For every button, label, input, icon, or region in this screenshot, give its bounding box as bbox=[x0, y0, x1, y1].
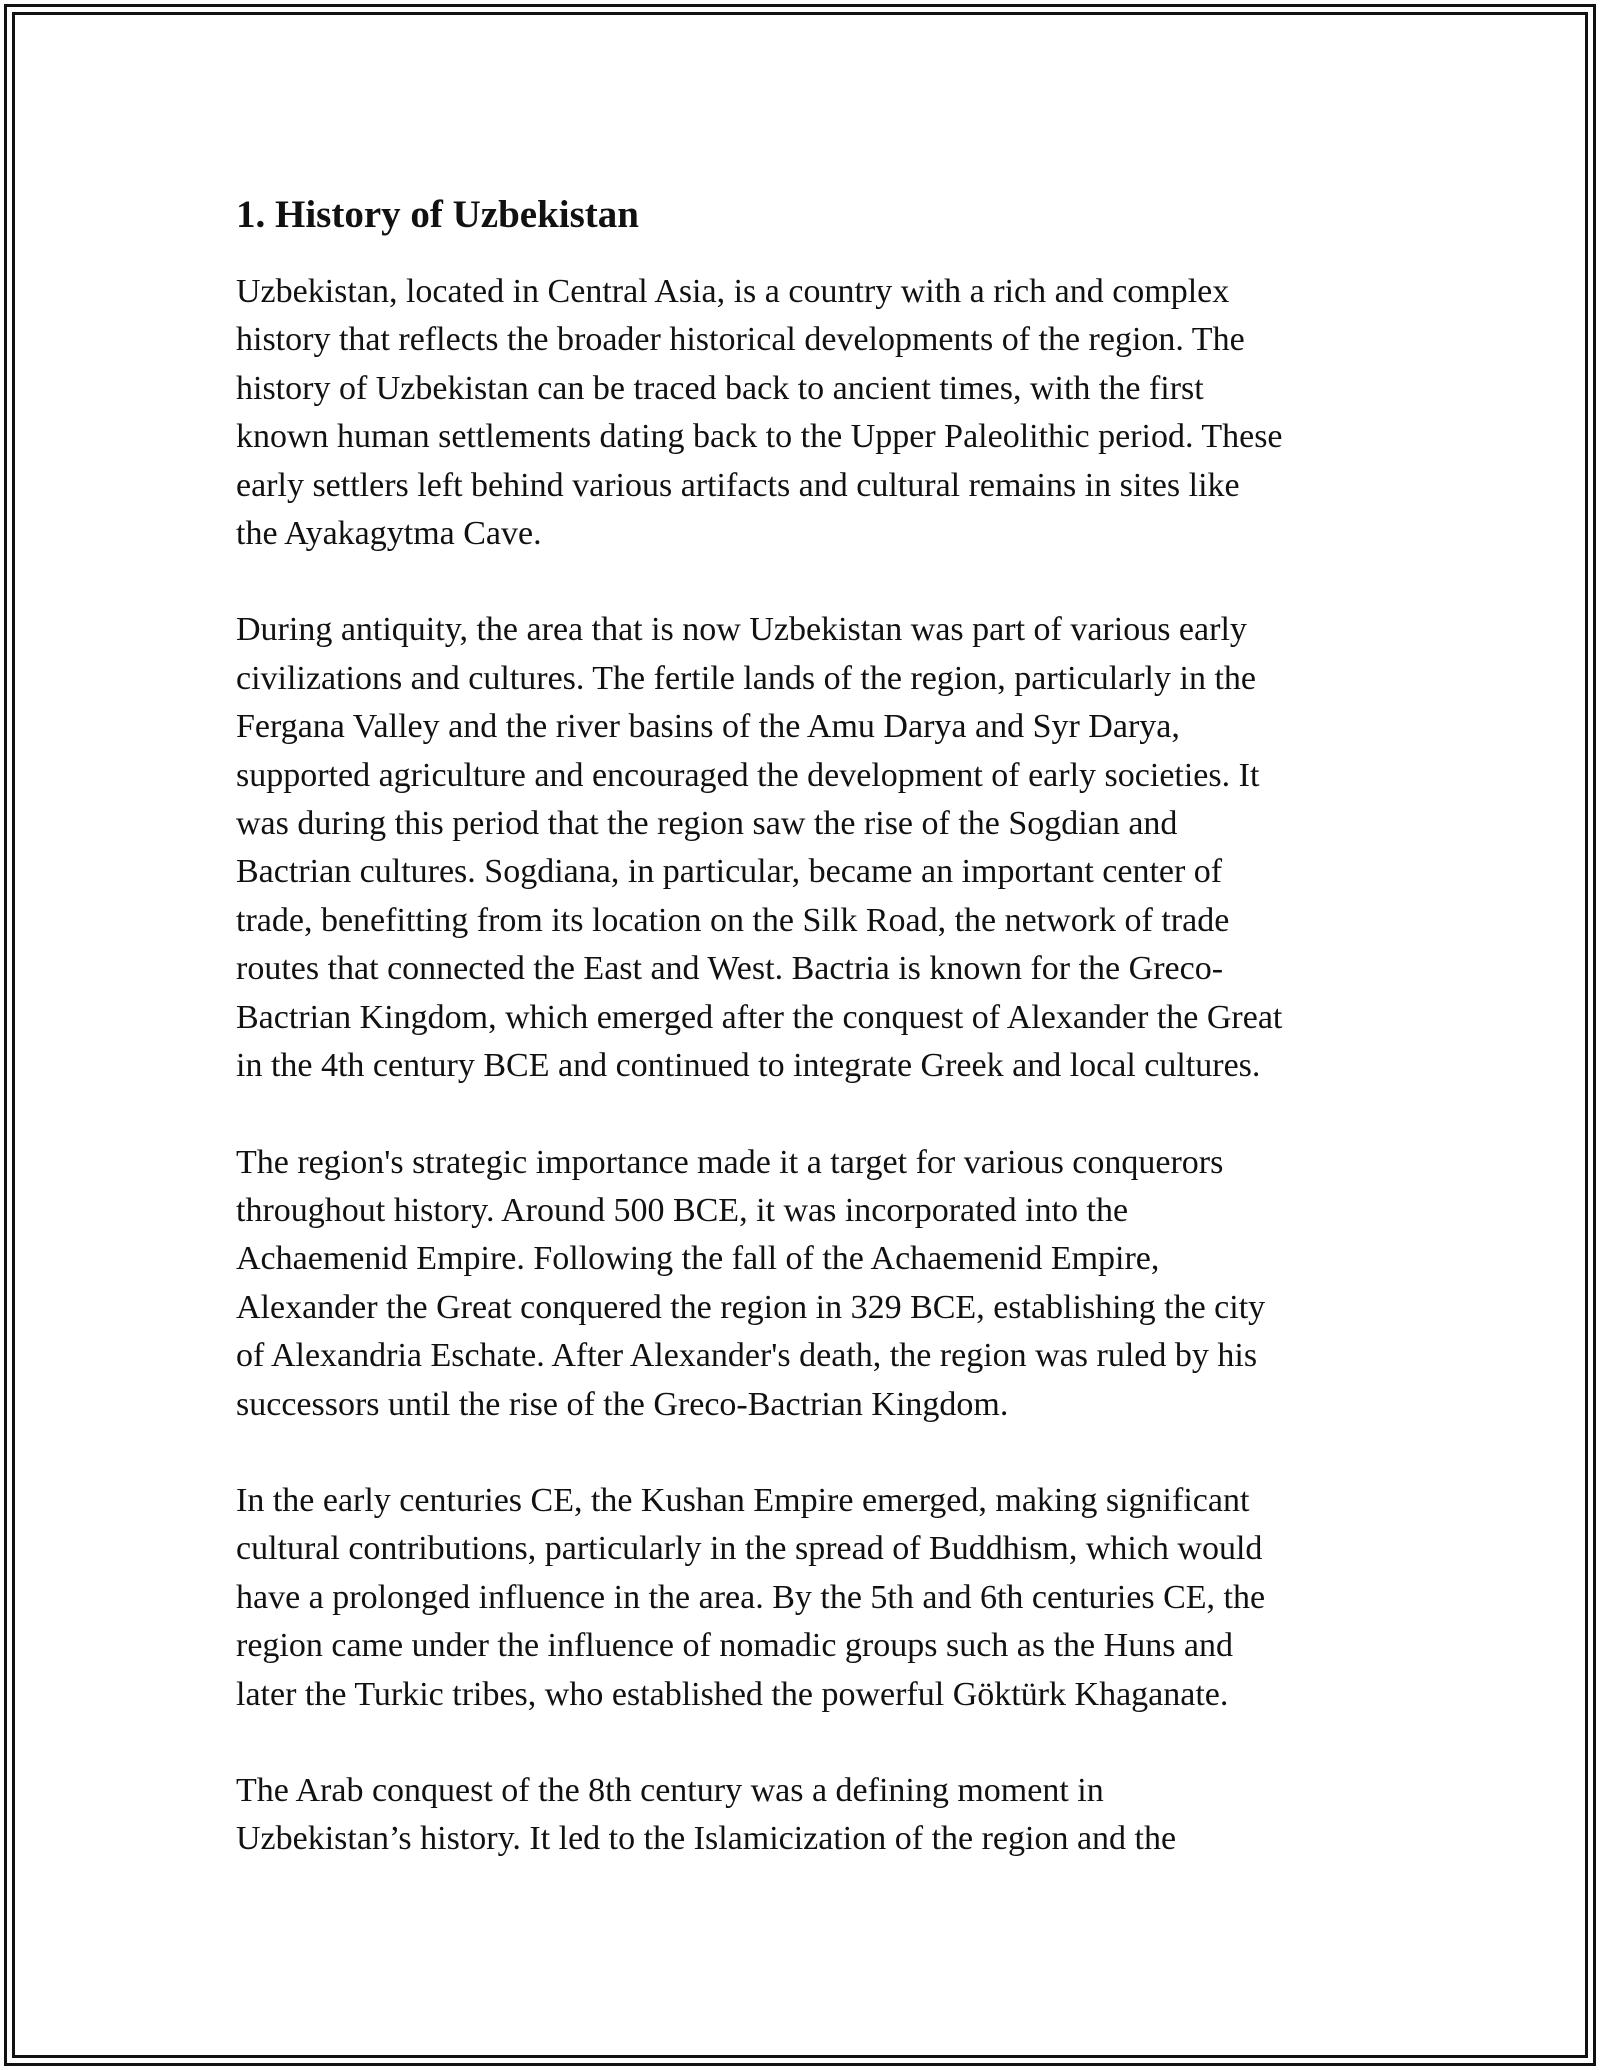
text-line: Alexander the Great conquered the region in 329 BCE, establishing the city bbox=[236, 1288, 1266, 1326]
document-body bbox=[236, 184, 1386, 1912]
text-line: civilizations and cultures. The fertile lands of the region, particularly in the bbox=[236, 659, 1256, 697]
paragraph-prehistory bbox=[236, 268, 1386, 558]
text-line: Achaemenid Empire. Following the fall of the Achaemenid Empire, bbox=[236, 1240, 1160, 1278]
text-line: Bactrian cultures. Sogdiana, in particular, became an important center of bbox=[236, 853, 1223, 891]
text-line: history that reflects the broader historical developments of the region. The bbox=[236, 321, 1245, 359]
text-line: history of Uzbekistan can be traced back to ancient times, with the first bbox=[236, 369, 1204, 407]
text-line: successors until the rise of the Greco-Bactrian Kingdom. bbox=[236, 1385, 1009, 1423]
text-line: Uzbekistan, located in Central Asia, is a country with a rich and complex bbox=[236, 273, 1230, 310]
text-line: Fergana Valley and the river basins of the Amu Darya and Syr Darya, bbox=[236, 708, 1180, 746]
text-line: throughout history. Around 500 BCE, it was incorporated into the bbox=[236, 1191, 1129, 1229]
text-line: Uzbekistan’s history. It led to the Islamicization of the region and the bbox=[236, 1820, 1177, 1858]
paragraph-arab-conquest bbox=[236, 1767, 1386, 1864]
text-line: later the Turkic tribes, who established the powerful Göktürk Khaganate. bbox=[236, 1675, 1229, 1713]
text-line: was during this period that the region saw the rise of the Sogdian and bbox=[236, 805, 1178, 843]
section-heading: 1. History of Uzbekistan bbox=[236, 193, 639, 236]
text-line: The region's strategic importance made it a target for various conquerors bbox=[236, 1143, 1224, 1181]
text-line: in the 4th century BCE and continued to integrate Greek and local cultures. bbox=[236, 1047, 1261, 1085]
text-line: supported agriculture and encouraged the development of early societies. It bbox=[236, 756, 1260, 794]
text-line: In the early centuries CE, the Kushan Empire emerged, making significant bbox=[236, 1481, 1250, 1519]
text-line: trade, benefitting from its location on the Silk Road, the network of trade bbox=[236, 901, 1230, 939]
paragraph-kushan-empire bbox=[236, 1477, 1386, 1719]
text-line: routes that connected the East and West. Bactria is known for the Greco- bbox=[236, 950, 1224, 988]
paragraph-antiquity bbox=[236, 606, 1386, 1090]
text-line: The Arab conquest of the 8th century was a defining moment in bbox=[236, 1771, 1104, 1809]
text-line: cultural contributions, particularly in the spread of Buddhism, which would bbox=[236, 1530, 1263, 1568]
text-line: known human settlements dating back to the Upper Paleolithic period. These bbox=[236, 418, 1283, 456]
text-line: early settlers left behind various artifacts and cultural remains in sites like bbox=[236, 466, 1240, 504]
text-line: Bactrian Kingdom, which emerged after the conquest of Alexander the Great bbox=[236, 998, 1283, 1036]
text-line: region came under the influence of nomadic groups such as the Huns and bbox=[236, 1627, 1234, 1665]
text-line: of Alexandria Eschate. After Alexander's death, the region was ruled by his bbox=[236, 1337, 1258, 1375]
paragraph-conquerors bbox=[236, 1139, 1386, 1429]
text-line: the Ayakagytma Cave. bbox=[236, 515, 542, 553]
text-line: have a prolonged influence in the area. By the 5th and 6th centuries CE, the bbox=[236, 1578, 1266, 1616]
text-line: During antiquity, the area that is now Uzbekistan was part of various early bbox=[236, 611, 1247, 649]
